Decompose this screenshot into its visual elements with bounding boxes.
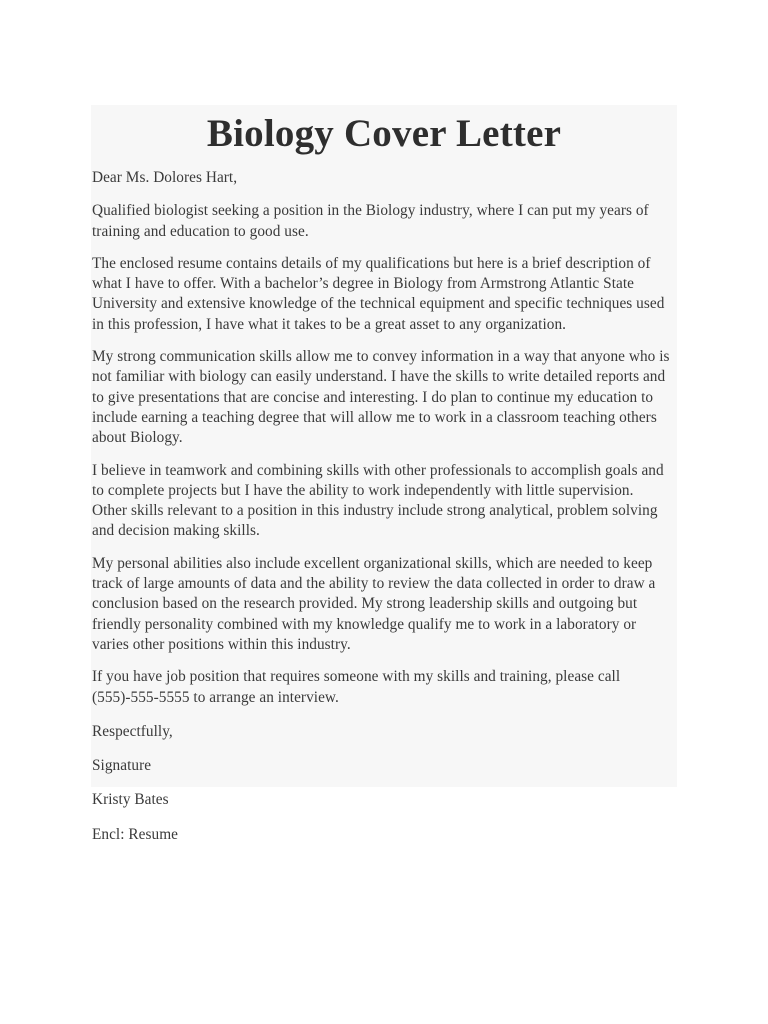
salutation: Dear Ms. Dolores Hart, <box>92 169 238 186</box>
document-panel <box>91 105 677 843</box>
signature-placeholder: Signature <box>92 757 152 775</box>
letter-body <box>91 168 677 845</box>
letter-paragraph-3: My strong communication skills allow me to convey information in a way that anyone who is not familiar with biology can easily understand. I have the skills to write detailed reports and to give presentations that are concise and interesting. I do plan to continue my education to include earning a teaching degree that will allow me to work in a classroom teaching others about Biology. <box>92 348 670 447</box>
letter-paragraph-4: I believe in teamwork and combining skills with other professionals to accomplish goals and to complete projects but I have the ability to work independently with little supervision. Other skills relevant to a position in this industry include strong analytical, problem solving and decision making skills. <box>92 461 664 540</box>
letter-paragraph-1: Qualified biologist seeking a position in the Biology industry, where I can put my years of training and education to good use. <box>92 202 649 240</box>
closing-signoff: Respectfully, <box>92 722 173 740</box>
sender-name: Kristy Bates <box>92 791 169 809</box>
letter-paragraph-2: The enclosed resume contains details of my qualifications but here is a brief description of what I have to offer. With a bachelor’s degree in Biology from Armstrong Atlantic State University and extensive knowledge of the technical equipment and specific techniques used in this profession, I have what it takes to be a great asset to any organization. <box>92 254 665 333</box>
letter-paragraph-6-contact: If you have job position that requires someone with my skills and training, please call (555)-555-5555 to arrange an interview. <box>92 668 621 706</box>
page-title: Biology Cover Letter <box>206 112 562 155</box>
enclosure-note: Encl: Resume <box>92 825 178 843</box>
letter-paragraph-5: My personal abilities also include excellent organizational skills, which are needed to keep track of large amounts of data and the ability to review the data collected in order to draw a conclusion based on the research provided. My strong leadership skills and outgoing but friendly personality combined with my knowledge qualify me to work in a laboratory or varies other positions within this industry. <box>92 554 656 653</box>
